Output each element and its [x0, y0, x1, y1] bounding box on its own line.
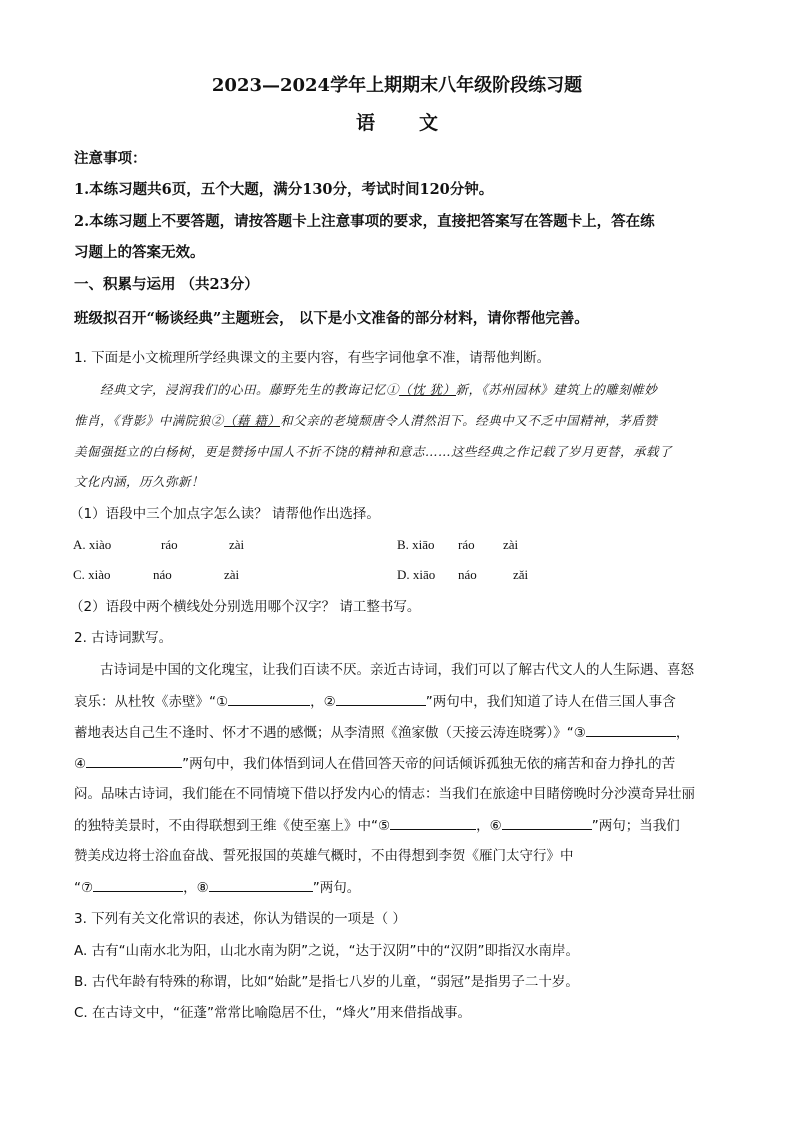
q2-text: 哀乐：从杜牧《赤壁》“①: [74, 694, 229, 710]
q2-blank-3[interactable]: [586, 722, 676, 737]
q2-text: ，②: [310, 694, 336, 710]
q1-option-b-3: zài: [503, 537, 519, 552]
q3-option-b: B. 古代年龄有特殊的称谓，比如“始龀”是指七八岁的儿童，“弱冠”是指男子二十岁。: [74, 974, 579, 990]
subject-char-2: 文: [419, 112, 439, 134]
q2-blank-7[interactable]: [93, 877, 183, 892]
q2-text: “⑦: [74, 880, 94, 896]
q2-text: ，⑥: [476, 818, 502, 834]
subject-char-1: 语: [355, 112, 375, 134]
q2-text: ，: [675, 725, 690, 741]
q1-passage-line-1: [100, 380, 657, 400]
section-1-heading: 一、积累与运用 （共23分）: [74, 276, 259, 293]
q2-line-3: [74, 722, 689, 743]
q1-option-c: C. xiào: [73, 567, 111, 582]
q3-option-c: C. 在古诗文中，“征蓬”常常比喻隐居不仕，“烽火”用来借指战事。: [74, 1005, 471, 1021]
notice-heading: 注意事项：: [74, 150, 147, 167]
q3-option-a: A. 古有“山南水北为阳，山北水南为阴”之说，“达于汉阴”中的“汉阴”即指汉水南岸。: [74, 943, 580, 959]
q2-blank-1[interactable]: [228, 691, 310, 706]
q2-text: ”两句中，我们体悟到词人在借回答天帝的问话倾诉孤独无依的痛苦和奋力挣扎的苦: [182, 756, 676, 772]
q1-prompt: 1. 下面是小文梳理所学经典课文的主要内容，有些字词他拿不准，请帮他判断。: [74, 350, 551, 366]
q2-blank-4[interactable]: [86, 753, 182, 768]
q1-option-b-2: ráo: [458, 537, 475, 552]
q1-sub-2: （2）语段中两个横线处分别选用哪个汉字？ 请工整书写。: [70, 599, 421, 615]
q2-text: ，⑧: [183, 880, 209, 896]
exam-title: 2023—2024学年上期期末八年级阶段练习题: [211, 75, 583, 96]
q1-passage-text: 惟肖，《背影》中满院狼②: [74, 413, 224, 428]
q2-line-4: [74, 753, 675, 774]
q2-text: 蓄地表达自己生不逢时、怀才不遇的感慨；从李清照《渔家傲（天接云涛连晓雾）》“③: [74, 725, 586, 741]
q1-option-a-3: zài: [229, 537, 245, 552]
q1-passage-line-2: [74, 411, 657, 431]
notice-item-1: 1.本练习题共6页，五个大题，满分130分，考试时间120分钟。: [74, 181, 494, 198]
notice-item-2-line-2: 习题上的答案无效。: [74, 244, 205, 261]
q1-option-d: D. xiāo: [397, 567, 436, 582]
q1-option-d-3: zǎi: [513, 567, 529, 582]
q2-line-8: [74, 877, 360, 898]
q1-passage-line-4: 文化内涵，历久弥新！: [74, 474, 205, 489]
q3-prompt: 3. 下列有关文化常识的表述，你认为错误的一项是（ ）: [74, 911, 406, 927]
section-1-intro: 班级拟召开“畅谈经典”主题班会， 以下是小文准备的部分材料，请你帮他完善。: [74, 310, 589, 327]
subject-title: [0, 111, 794, 135]
q2-text: ”两句。: [312, 880, 361, 896]
q2-blank-2[interactable]: [336, 691, 426, 706]
q1-passage-line-3: 美倔强挺立的白杨树，更是赞扬中国人不折不饶的精神和意志……这些经典之作记载了岁月更替，承载了: [74, 444, 673, 459]
q1-option-c-2: náo: [153, 567, 172, 582]
notice-item-2-line-1: 2.本练习题上不要答题，请按答题卡上注意事项的要求，直接把答案写在答题卡上，答在练: [74, 213, 655, 230]
q1-option-c-3: zài: [224, 567, 240, 582]
q2-prompt: 2. 古诗词默写。: [74, 630, 173, 646]
q2-line-6: [74, 815, 680, 836]
q1-option-d-2: náo: [458, 567, 477, 582]
q1-blank-1-word-choice: （忱 犹）: [399, 382, 456, 397]
q2-text: ”两句；当我们: [591, 818, 680, 834]
q1-option-a-2: ráo: [161, 537, 178, 552]
q2-blank-5[interactable]: [390, 815, 476, 830]
q2-text: ”两句中，我们知道了诗人在借三国人事含: [425, 694, 676, 710]
q2-blank-8[interactable]: [209, 877, 313, 892]
q2-line-2: [74, 691, 676, 712]
q2-text: 的独特美景时，不由得联想到王维《使至塞上》中“⑤: [74, 818, 391, 834]
q2-line-1: 古诗词是中国的文化瑰宝，让我们百读不厌。亲近古诗词，我们可以了解古代文人的人生际遇、喜怒: [100, 662, 694, 678]
q2-line-5: 闷。品味古诗词，我们能在不同情境下借以抒发内心的情志：当我们在旅途中目睹傍晚时分沙漠奇异壮丽: [74, 786, 695, 802]
q1-blank-2-word-choice: （藉 籍）: [223, 413, 281, 428]
q2-text: ④: [74, 756, 87, 772]
q2-blank-6[interactable]: [502, 815, 592, 830]
q1-passage-text: 和父亲的老境颓唐令人潸然泪下。经典中又不乏中国精神，茅盾赞: [280, 413, 658, 428]
q1-sub-1: （1）语段中三个加点字怎么读？ 请帮他作出选择。: [70, 506, 380, 522]
q1-passage-text: 新，《苏州园林》建筑上的雕刻帷妙: [455, 382, 658, 397]
q1-option-b: B. xiāo: [397, 537, 435, 552]
q2-line-7: 赞美戍边将士浴血奋战、誓死报国的英雄气概时，不由得想到李贺《雁门太守行》中: [74, 848, 574, 864]
q1-option-a: A. xiào: [73, 537, 112, 552]
q1-passage-text: 经典文字，浸润我们的心田。藤野先生的教诲记忆①: [100, 382, 400, 397]
